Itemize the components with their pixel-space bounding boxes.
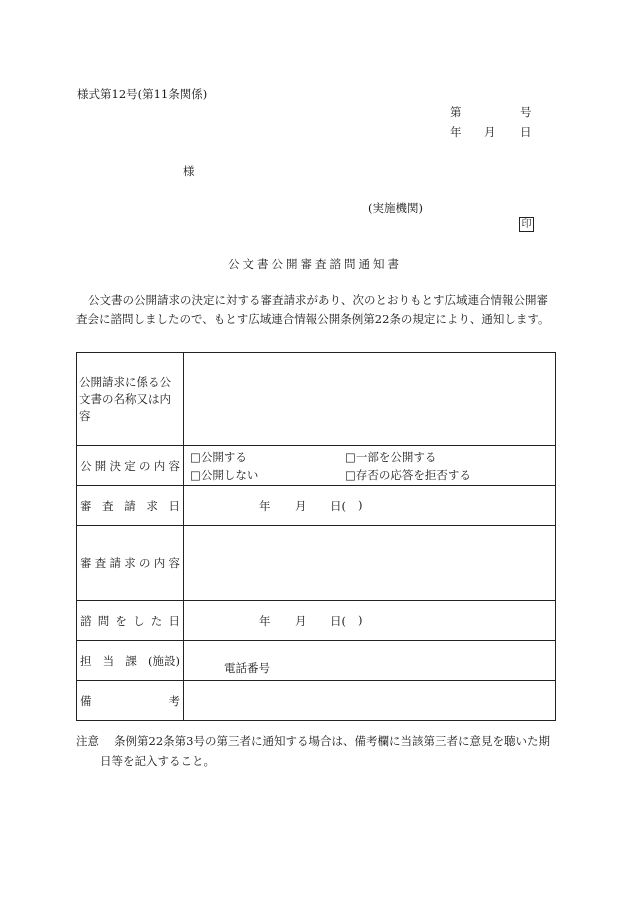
request-date-month: 月 xyxy=(295,498,307,513)
body-text: 公文書の公開請求の決定に対する審査請求があり、次のとおりもとす広域連合情報公開審査会に諮問しましたので、もとす広域連合情報公開条例第22条の規定により、通知します。 xyxy=(76,293,550,326)
consultation-date-year: 年 xyxy=(259,613,271,628)
date-month: 月 xyxy=(484,125,496,139)
field-request-content[interactable] xyxy=(184,526,556,601)
request-date-day: 日( xyxy=(330,498,346,513)
table-row-request-content xyxy=(77,526,556,601)
note-line-1: 条例第22条第3号の第三者に通知する場合は、備考欄に当該第三者に意見を聴いた期 xyxy=(114,734,550,748)
table-row-request-date xyxy=(77,486,556,526)
label-document-name xyxy=(77,353,184,446)
label-request-date: 審 査 請 求 日 xyxy=(77,486,184,526)
number-suffix: 号 xyxy=(520,105,532,119)
table-row-document-name xyxy=(77,353,556,446)
consultation-date-day: 日( xyxy=(330,613,346,628)
document-title: 公文書公開審査諮問通知書 xyxy=(228,257,402,271)
option-nondisclose[interactable]: □公開しない xyxy=(190,467,259,482)
phone-label: 電話番号 xyxy=(224,660,270,675)
field-consultation-date[interactable] xyxy=(184,601,556,641)
note-line-2: 日等を記入すること。 xyxy=(100,754,215,768)
label-disclosure-decision: 公 開 決 定 の 内 容 xyxy=(77,446,184,486)
table-row-disclosure-decision xyxy=(77,446,556,486)
table-row-consultation-date xyxy=(77,601,556,641)
label-remarks: 備 考 xyxy=(77,681,184,721)
field-department[interactable] xyxy=(184,641,556,681)
date-year: 年 xyxy=(450,125,462,139)
label-department: 担 当 課 (施設) xyxy=(77,641,184,681)
date-day: 日 xyxy=(520,125,532,139)
consultation-date-month: 月 xyxy=(295,613,307,628)
option-partial-disclose[interactable]: □一部を公開する xyxy=(345,449,437,464)
table-row-remarks xyxy=(77,681,556,721)
request-date-close: ) xyxy=(358,497,363,512)
field-request-date[interactable] xyxy=(184,486,556,526)
option-disclose[interactable]: □公開する xyxy=(190,449,247,464)
agency-label: (実施機関) xyxy=(368,201,423,215)
label-request-content: 審 査 請 求 の 内 容 xyxy=(77,526,184,601)
option-refuse-existence[interactable]: □存否の応答を拒否する xyxy=(345,467,471,482)
addressee-suffix: 様 xyxy=(183,164,195,178)
table-row-department xyxy=(77,641,556,681)
label-document-name-text: 公開請求に係る公文書の名称又は内容 xyxy=(79,374,171,423)
consultation-date-close: ) xyxy=(358,612,363,627)
number-prefix: 第 xyxy=(450,105,462,119)
note xyxy=(76,731,561,771)
label-consultation-date: 諮 問 を し た 日 xyxy=(77,601,184,641)
field-remarks[interactable] xyxy=(184,681,556,721)
request-date-year: 年 xyxy=(259,498,271,513)
form-code: 様式第12号(第11条関係) xyxy=(77,87,208,101)
form-table xyxy=(76,352,556,721)
seal-stamp: 印 xyxy=(519,217,534,232)
field-disclosure-decision xyxy=(184,446,556,486)
note-label: 注意 xyxy=(76,734,99,748)
field-document-name[interactable] xyxy=(184,353,556,446)
